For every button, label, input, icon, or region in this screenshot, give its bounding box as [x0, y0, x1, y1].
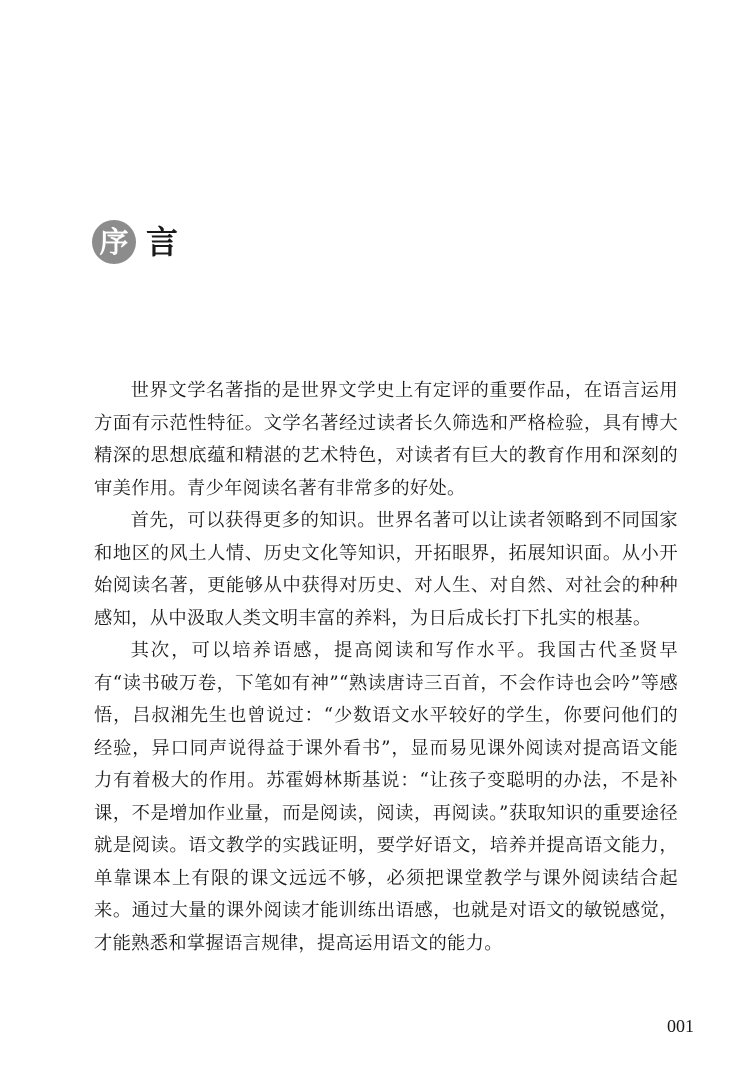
title-text: 言 [146, 223, 179, 261]
paragraph-1: 世界文学名著指的是世界文学史上有定评的重要作品，在语言运用方面有示范性特征。文学名著经过读者长久筛选和严格检验，具有博大精深的思想底蕴和精湛的艺术特色，对读者有巨大的教育作用和深刻的审美作用。青少年阅读名著有非常多的好处。 [94, 380, 678, 499]
page-number: 001 [667, 1016, 694, 1036]
paragraph-3: 其次，可以培养语感，提高阅读和写作水平。我国古代圣贤早有“读书破万卷，下笔如有神”“熟读唐诗三百首，不会作诗也会吟”等感悟，吕叔湘先生也曾说过：“少数语文水平较好的学生，你要问他们的经验，异口同声说得益于课外看书”，显而易见课外阅读对提高语文能力有着极大的作用。苏霍姆林斯基说：“让孩子变聪明的办法，不是补课，不是增加作业量，而是阅读，阅读，再阅读。”获取知识的重要途径就是阅读。语文教学的实践证明，要学好语文，培养并提高语文能力，单靠课本上有限的课文远远不够，必须把课堂教学与课外阅读结合起来。通过大量的课外阅读才能训练出语感，也就是对语文的敏锐感觉，才能熟悉和掌握语言规律，提高运用语文的能力。 [94, 640, 678, 954]
paragraph-2: 首先，可以获得更多的知识。世界名著可以让读者领略到不同国家和地区的风土人情、历史文化等知识，开拓眼界，拓展知识面。从小开始阅读名著，更能够从中获得对历史、对人生、对自然、对社会的种种感知，从中汲取人类文明丰富的养料，为日后成长打下扎实的根基。 [94, 510, 678, 629]
title-badge: 序 [92, 220, 136, 264]
page-title [92, 219, 178, 265]
body-text [94, 375, 678, 960]
